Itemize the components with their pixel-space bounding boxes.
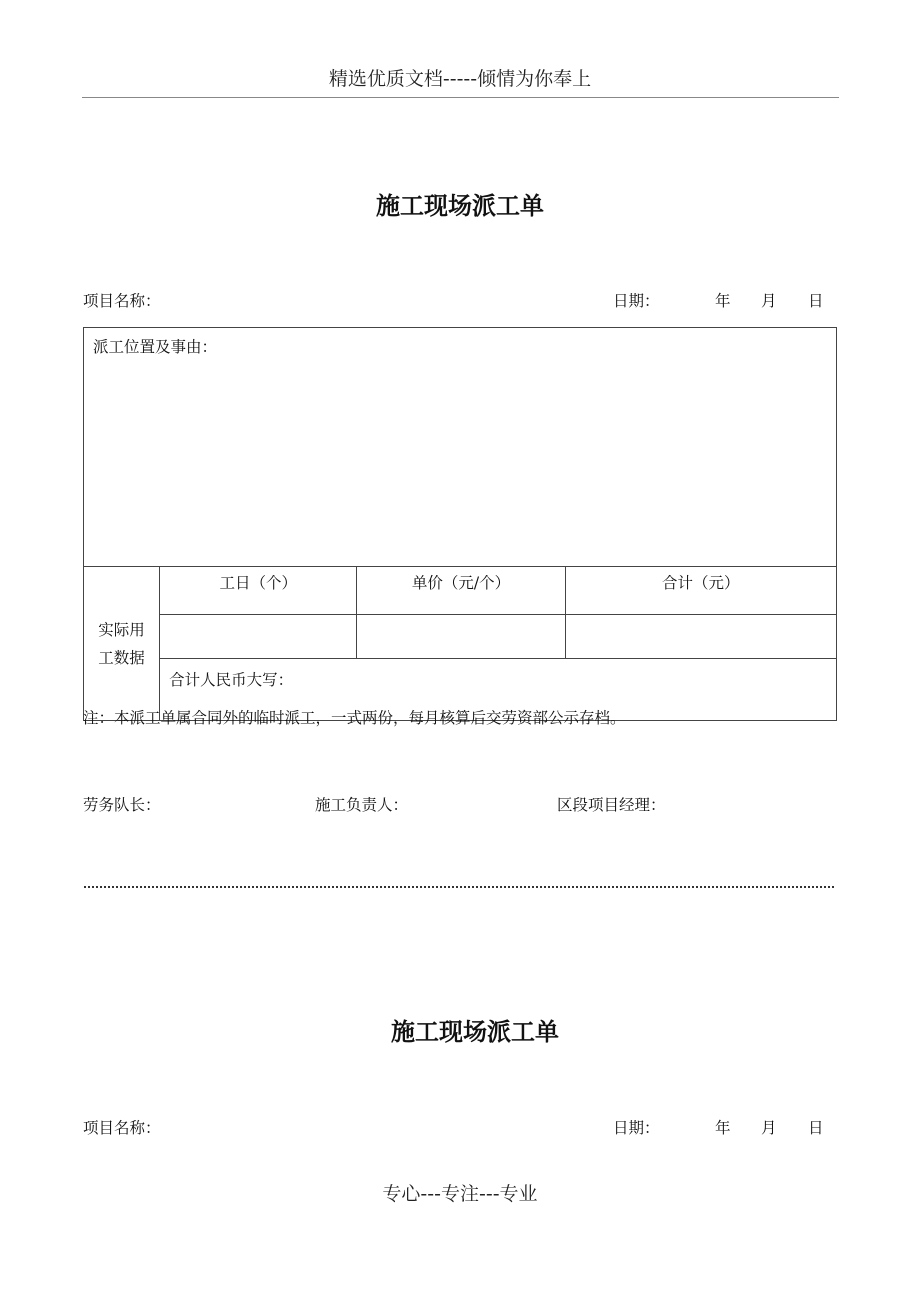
reason-cell[interactable] bbox=[84, 328, 837, 567]
page-footer: 专心---专注---专业 bbox=[382, 1183, 538, 1205]
page-header: 精选优质文档-----倾情为你奉上 bbox=[328, 68, 592, 90]
dispatch-form-table bbox=[83, 327, 837, 721]
form-title: 施工现场派工单 bbox=[376, 192, 544, 220]
day-label-2: 日 bbox=[808, 1119, 824, 1137]
col-header-unit-price: 单价（元/个） bbox=[357, 567, 565, 615]
month-label: 月 bbox=[761, 292, 777, 310]
col-header-total: 合计（元） bbox=[565, 567, 836, 615]
year-label-2: 年 bbox=[715, 1119, 731, 1137]
actual-work-data-label bbox=[84, 567, 160, 721]
project-name-label-2: 项目名称： bbox=[83, 1119, 161, 1137]
col-header-workdays: 工日（个） bbox=[160, 567, 357, 615]
header-rule bbox=[82, 97, 839, 98]
date-label: 日期： bbox=[613, 292, 660, 310]
cut-line-divider bbox=[84, 886, 834, 888]
unit-price-value-cell[interactable] bbox=[357, 615, 565, 659]
year-label: 年 bbox=[715, 292, 731, 310]
form-note: 注：本派工单属合同外的临时派工，一式两份，每月核算后交劳资部公示存档。 bbox=[83, 709, 626, 727]
reason-label: 派工位置及事由： bbox=[93, 338, 218, 356]
section-manager-label: 区段项目经理： bbox=[557, 796, 666, 814]
side-label-line2: 工数据 bbox=[98, 648, 145, 667]
month-label-2: 月 bbox=[761, 1119, 777, 1137]
construction-lead-label: 施工负责人： bbox=[315, 796, 409, 814]
project-name-label: 项目名称： bbox=[83, 292, 161, 310]
workdays-value-cell[interactable] bbox=[160, 615, 357, 659]
side-label-line1: 实际用 bbox=[98, 620, 145, 639]
day-label: 日 bbox=[808, 292, 824, 310]
date-label-2: 日期： bbox=[613, 1119, 660, 1137]
form-title-2: 施工现场派工单 bbox=[391, 1018, 559, 1046]
labor-team-leader-label: 劳务队长： bbox=[83, 796, 161, 814]
total-value-cell[interactable] bbox=[565, 615, 836, 659]
total-rmb-label: 合计人民币大写： bbox=[169, 671, 294, 689]
